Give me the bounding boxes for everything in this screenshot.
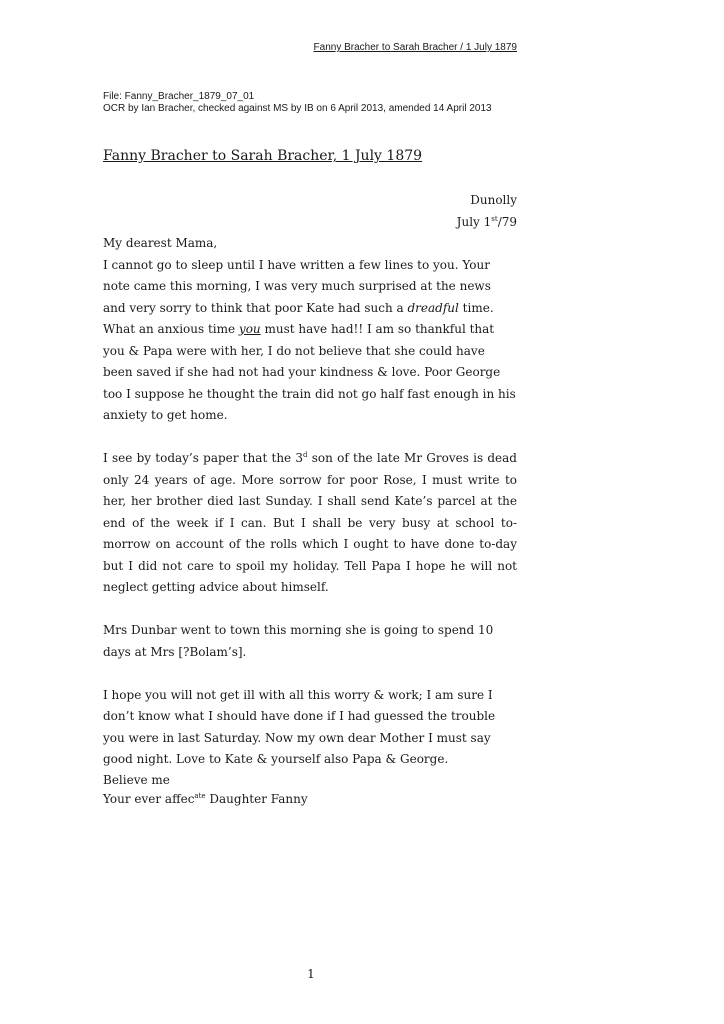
emphasis-dreadful: dreadful xyxy=(407,300,459,315)
date-text: July 1 xyxy=(456,214,492,229)
letter-salutation: My dearest Mama, xyxy=(103,236,218,250)
letter-paragraph-4: I hope you will not get ill with all this worry & work; I am sure I don’t know what I should have done if I had guessed the trouble you were in last Saturday. Now my own dear Mother I must say good night. Love to Kate & yourself also Papa & George. xyxy=(103,687,496,766)
letter-date xyxy=(103,212,517,234)
letter-paragraph-3: Mrs Dunbar went to town this morning she is going to spend 10 days at Mrs [?Bolam’s]. xyxy=(103,623,494,659)
paragraph-2-part-b: son of the late Mr Groves is dead only 24 years of age. More sorrow for poor Rose, I must write to her, her brother died last Sunday. I shall send Kate’s parcel at the end of the week if I can. But I shall be very busy at school to-morrow on account of the rolls which I ought to have done to-day but I did not care to spoil my holiday. Tell Papa I hope he will not neglect getting advice about himself. xyxy=(103,451,517,594)
date-year: /79 xyxy=(497,214,517,229)
letter-closing: Believe me xyxy=(103,772,170,787)
letter-paragraph-1 xyxy=(103,255,517,427)
paragraph-2-part-a: I see by today’s paper that the 3 xyxy=(103,451,304,465)
document-title: Fanny Bracher to Sarah Bracher, 1 July 1879 xyxy=(103,148,423,164)
paragraph-gap xyxy=(103,599,517,621)
paragraph-1-part-c: must have had!! I am so thankful that you & Papa were with her, I do not believe that she could have been saved if she had not had your kindness & love. Poor George too I suppose he thought the train did not go half fast enough in his anxiety to get home. xyxy=(103,322,516,422)
ocr-note-line: OCR by Ian Bracher, checked against MS by IB on 6 April 2013, amended 14 April 2013 xyxy=(103,103,492,114)
signature-pre: Your ever affec xyxy=(103,791,195,806)
page-number: 1 xyxy=(307,967,315,981)
letter-paragraph-2 xyxy=(103,448,517,599)
paragraph-gap xyxy=(103,427,517,449)
paragraph-gap xyxy=(103,663,517,685)
signature-post: Daughter Fanny xyxy=(205,791,308,806)
file-name-line: File: Fanny_Bracher_1879_07_01 xyxy=(103,91,255,102)
ordinal-sup: d xyxy=(303,451,308,459)
paragraph-1-part-b: time. What an anxious time xyxy=(103,300,494,336)
letter-place: Dunolly xyxy=(470,193,517,207)
file-metadata xyxy=(103,91,523,115)
letter-body xyxy=(103,190,517,809)
date-ordinal: st xyxy=(491,214,498,223)
emphasis-you: you xyxy=(238,322,261,336)
letter-signature xyxy=(103,790,517,809)
running-header: Fanny Bracher to Sarah Bracher / 1 July 1879 xyxy=(313,42,517,53)
signature-sup: ate xyxy=(194,791,206,800)
paragraph-1-part-a: I cannot go to sleep until I have written a few lines to you. Your note came this morning, I was very much surprised at the news and very sorry to think that poor Kate had such a xyxy=(103,257,491,315)
